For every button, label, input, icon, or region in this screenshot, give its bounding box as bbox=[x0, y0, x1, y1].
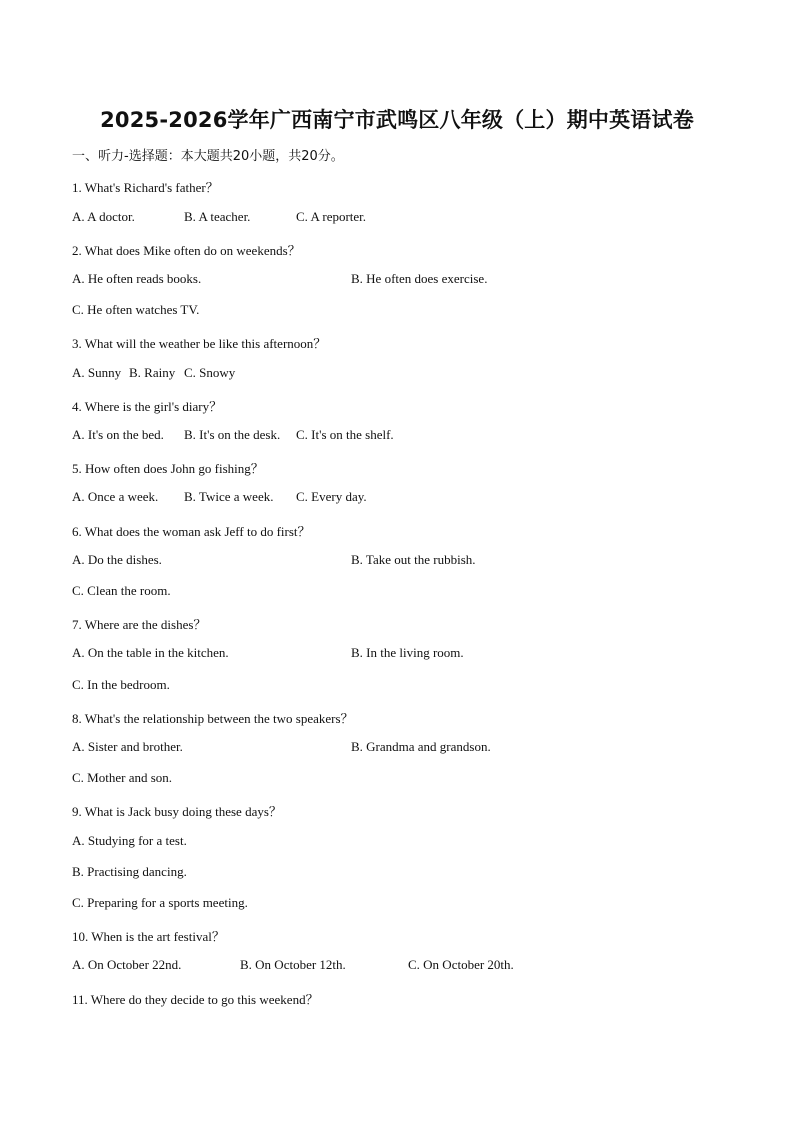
q1-option-c: C. A reporter. bbox=[296, 209, 367, 224]
question-1: 1. What's Richard's father？ bbox=[72, 180, 219, 195]
q3-option-c: C. Snowy bbox=[184, 365, 236, 380]
question-10: 10. When is the art festival？ bbox=[72, 929, 225, 944]
q4-option-a: A. It's on the bed. bbox=[72, 427, 164, 442]
q3-option-b: B. Rainy bbox=[129, 365, 176, 380]
q1-option-a: A. A doctor. bbox=[72, 209, 135, 224]
question-4: 4. Where is the girl's diary？ bbox=[72, 399, 223, 414]
q10-option-a: A. On October 22nd. bbox=[72, 957, 182, 972]
q4-option-c: C. It's on the shelf. bbox=[296, 427, 394, 442]
question-11: 11. Where do they decide to go this weekend？ bbox=[72, 992, 319, 1007]
question-6: 6. What does the woman ask Jeff to do first？ bbox=[72, 524, 311, 539]
q6-option-a: A. Do the dishes. bbox=[72, 552, 162, 567]
section-heading: 一、听力-选择题：本大题共20小题，共20分。 bbox=[72, 149, 344, 164]
q10-option-c: C. On October 20th. bbox=[408, 957, 514, 972]
page-title: 2025-2026学年广西南宁市武鸣区八年级（上）期中英语试卷 bbox=[100, 108, 694, 132]
q5-option-a: A. Once a week. bbox=[72, 489, 159, 504]
q2-option-b: B. He often does exercise. bbox=[351, 271, 488, 286]
q8-option-a: A. Sister and brother. bbox=[72, 739, 183, 754]
q2-option-c: C. He often watches TV. bbox=[72, 302, 200, 317]
q4-option-b: B. It's on the desk. bbox=[184, 427, 281, 442]
question-7: 7. Where are the dishes？ bbox=[72, 617, 207, 632]
q5-option-c: C. Every day. bbox=[296, 489, 367, 504]
q6-option-b: B. Take out the rubbish. bbox=[351, 552, 476, 567]
q1-option-b: B. A teacher. bbox=[184, 209, 251, 224]
q9-option-c: C. Preparing for a sports meeting. bbox=[72, 895, 248, 910]
q8-option-c: C. Mother and son. bbox=[72, 770, 173, 785]
q8-option-b: B. Grandma and grandson. bbox=[351, 739, 491, 754]
q9-option-a: A. Studying for a test. bbox=[72, 833, 187, 848]
q6-option-c: C. Clean the room. bbox=[72, 583, 171, 598]
question-9: 9. What is Jack busy doing these days？ bbox=[72, 804, 282, 819]
q2-option-a: A. He often reads books. bbox=[72, 271, 202, 286]
question-8: 8. What's the relationship between the two speakers？ bbox=[72, 711, 354, 726]
q3-option-a: A. Sunny bbox=[72, 365, 122, 380]
q10-option-b: B. On October 12th. bbox=[240, 957, 346, 972]
question-2: 2. What does Mike often do on weekends？ bbox=[72, 243, 301, 258]
q5-option-b: B. Twice a week. bbox=[184, 489, 274, 504]
question-3: 3. What will the weather be like this afternoon？ bbox=[72, 336, 327, 351]
q7-option-c: C. In the bedroom. bbox=[72, 677, 170, 692]
question-5: 5. How often does John go fishing？ bbox=[72, 461, 264, 476]
q7-option-b: B. In the living room. bbox=[351, 645, 464, 660]
q9-option-b: B. Practising dancing. bbox=[72, 864, 187, 879]
q7-option-a: A. On the table in the kitchen. bbox=[72, 645, 229, 660]
